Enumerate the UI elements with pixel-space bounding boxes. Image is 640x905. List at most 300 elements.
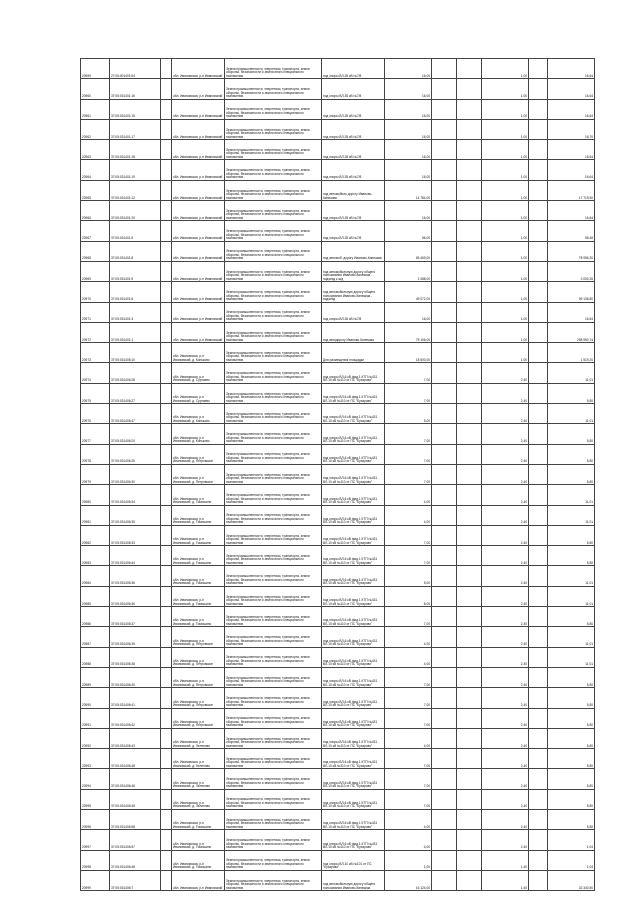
rate-cell: 1,00 — [482, 322, 529, 342]
empty-cell — [161, 769, 172, 789]
land-category-cell: Земли промышленности, энергетики, транспорта, земли обороны, безопасности и земли иного специального назначения — [225, 302, 322, 322]
address-cell: обл. Ивановская, р-н Ивановский, д. Зеленово — [172, 769, 225, 789]
amount-cell: 5,80 — [548, 383, 595, 403]
address-cell: обл. Ивановская, р-н Ивановский — [172, 59, 225, 79]
amount-cell: 11,01 — [548, 627, 595, 647]
address-cell: обл. Ивановская, р-н Ивановский, д. Тимошино — [172, 809, 225, 829]
area-cell: 7,00 — [385, 464, 432, 484]
empty-cell — [161, 870, 172, 890]
cadastral-number-cell: 37:05:031406:41 — [110, 688, 161, 708]
empty-cell — [432, 708, 457, 728]
land-category-cell: Земли промышленности, энергетики, транспорта, земли обороны, безопасности и земли иного специального назначения — [225, 546, 322, 566]
area-cell: 4,00 — [385, 627, 432, 647]
address-cell: обл. Ивановская, р-н Ивановский — [172, 221, 225, 241]
land-category-cell: Земли промышленности, энергетики, транспорта, земли обороны, безопасности и земли иного специального назначения — [225, 607, 322, 627]
empty-cell — [432, 728, 457, 748]
table-row — [81, 464, 595, 484]
empty-cell — [432, 79, 457, 99]
area-cell: 1,00 — [385, 850, 432, 870]
cadastral-number-cell: 37:05:031406:34 — [110, 485, 161, 505]
rate-cell: 1,00 — [482, 221, 529, 241]
area-cell: 16,00 — [385, 160, 432, 180]
row-number-cell: 20971 — [81, 302, 110, 322]
amount-cell: 11,01 — [548, 586, 595, 606]
land-category-cell: Земли промышленности, энергетики, транспорта, земли обороны, безопасности и земли иного специального назначения — [225, 424, 322, 444]
area-cell: 7,00 — [385, 444, 432, 464]
empty-cell — [529, 241, 548, 261]
area-cell: 4,00 — [385, 505, 432, 525]
amount-cell: 16,64 — [548, 79, 595, 99]
table-row — [81, 241, 595, 261]
permitted-use-cell: под опоры ВЛ-35 кВ №7/8 — [322, 99, 385, 119]
empty-cell — [529, 749, 548, 769]
area-cell: 18 500,00 — [385, 343, 432, 363]
address-cell: обл. Ивановская, р-н Ивановский — [172, 282, 225, 302]
empty-cell — [457, 850, 482, 870]
empty-cell — [457, 688, 482, 708]
permitted-use-cell: под опоры ВЛ-6 кВ фид.1 КТП №431 ВЛ-10 кВ №110 от ПС "Бухарово" — [322, 404, 385, 424]
empty-cell — [457, 607, 482, 627]
empty-cell — [457, 708, 482, 728]
land-category-cell: Земли промышленности, энергетики, транспорта, земли обороны, безопасности и земли иного специального назначения — [225, 708, 322, 728]
empty-cell — [529, 525, 548, 545]
address-cell: обл. Ивановская, р-н Ивановский — [172, 241, 225, 261]
empty-cell — [529, 505, 548, 525]
land-category-cell: Земли промышленности, энергетики, транспорта, земли обороны, безопасности и земли иного специального назначения — [225, 728, 322, 748]
land-category-cell: Земли промышленности, энергетики, транспорта, земли обороны, безопасности и земли иного специального назначения — [225, 586, 322, 606]
empty-cell — [457, 160, 482, 180]
empty-cell — [432, 830, 457, 850]
empty-cell — [529, 282, 548, 302]
empty-cell — [161, 343, 172, 363]
address-cell: обл. Ивановская, р-н Ивановский — [172, 870, 225, 890]
row-number-cell: 20961 — [81, 99, 110, 119]
permitted-use-cell: под опоры ВЛ-6 кВ фид.1 КТП №431 ВЛ-10 кВ №110 от ПС "Бухарово" — [322, 424, 385, 444]
rate-cell: 1,00 — [482, 140, 529, 160]
empty-cell — [529, 160, 548, 180]
cadastral-number-cell: 37:05:031401:15 — [110, 99, 161, 119]
empty-cell — [432, 363, 457, 383]
empty-cell — [161, 180, 172, 200]
empty-cell — [432, 261, 457, 281]
empty-cell — [432, 282, 457, 302]
area-cell: 7,00 — [385, 424, 432, 444]
rate-cell: 2,40 — [482, 830, 529, 850]
permitted-use-cell: под опоры ВЛ-6 кВ фид.1 КТП №431 ВЛ-10 кВ №110 от ПС "Бухарово" — [322, 485, 385, 505]
land-category-cell: Земли промышленности, энергетики, транспорта, земли обороны, безопасности и земли иного специального назначения — [225, 404, 322, 424]
empty-cell — [457, 282, 482, 302]
empty-cell — [432, 404, 457, 424]
empty-cell — [529, 607, 548, 627]
empty-cell — [161, 789, 172, 809]
amount-cell: 16,64 — [548, 302, 595, 322]
empty-cell — [161, 485, 172, 505]
rate-cell: 1,00 — [482, 241, 529, 261]
rate-cell: 1,00 — [482, 119, 529, 139]
row-number-cell: 20976 — [81, 404, 110, 424]
empty-cell — [529, 322, 548, 342]
rate-cell: 1,00 — [482, 261, 529, 281]
permitted-use-cell: под опоры ВЛ-6 кВ фид.1 КТП №431 ВЛ-10 кВ №110 от ПС "Бухарово" — [322, 464, 385, 484]
cadastral-number-cell: 37:05:031406:42 — [110, 708, 161, 728]
area-cell: 7,00 — [385, 383, 432, 403]
row-number-cell: 20989 — [81, 667, 110, 687]
land-category-cell: Земли промышленности, энергетики, транспорта, земли обороны, безопасности и земли иного специального назначения — [225, 343, 322, 363]
table-row — [81, 525, 595, 545]
empty-cell — [529, 850, 548, 870]
row-number-cell: 20977 — [81, 424, 110, 444]
permitted-use-cell: под опоры ВЛ-6 кВ фид.1 КТП №431 ВЛ-10 кВ №110 от ПС "Бухарово" — [322, 525, 385, 545]
empty-cell — [457, 383, 482, 403]
cadastral-number-cell: 37:05:031401:19 — [110, 160, 161, 180]
rate-cell: 2,40 — [482, 444, 529, 464]
empty-cell — [161, 99, 172, 119]
empty-cell — [432, 525, 457, 545]
empty-cell — [432, 140, 457, 160]
empty-cell — [161, 241, 172, 261]
address-cell: обл. Ивановская, р-н Ивановский — [172, 160, 225, 180]
table-row — [81, 261, 595, 281]
address-cell: обл. Ивановская, р-н Ивановский, д. Тимошино — [172, 525, 225, 545]
empty-cell — [457, 830, 482, 850]
address-cell: обл. Ивановская, р-н Ивановский, д. Зеленово — [172, 789, 225, 809]
land-category-cell: Земли промышленности, энергетики, транспорта, земли обороны, безопасности и земли иного специального назначения — [225, 749, 322, 769]
row-number-cell: 20967 — [81, 221, 110, 241]
table-row — [81, 59, 595, 79]
area-cell: 7,00 — [385, 525, 432, 545]
row-number-cell: 20969 — [81, 261, 110, 281]
empty-cell — [529, 809, 548, 829]
cadastral-number-cell: 37:05:031401:18 — [110, 140, 161, 160]
row-number-cell: 20997 — [81, 830, 110, 850]
cadastral-number-cell: 37:05:031406:40 — [110, 667, 161, 687]
empty-cell — [161, 119, 172, 139]
address-cell: обл. Ивановская, р-н Ивановский, д. Зеленово — [172, 728, 225, 748]
empty-cell — [457, 404, 482, 424]
permitted-use-cell: под опоры ВЛ-35 кВ №7/8 — [322, 79, 385, 99]
address-cell: обл. Ивановская, р-н Ивановский, д. Коньково — [172, 424, 225, 444]
empty-cell — [432, 201, 457, 221]
empty-cell — [161, 728, 172, 748]
address-cell: обл. Ивановская, р-н Ивановский — [172, 201, 225, 221]
area-cell: 7,00 — [385, 607, 432, 627]
rate-cell: 2,40 — [482, 383, 529, 403]
row-number-cell: 20978 — [81, 444, 110, 464]
cadastral-number-cell: 37:05:031401:1 — [110, 322, 161, 342]
table-row — [81, 424, 595, 444]
table-row — [81, 444, 595, 464]
permitted-use-cell: под опоры ВЛ-6 кВ фид.1 КТП №431 ВЛ-10 кВ №110 от ПС "Бухарово" — [322, 566, 385, 586]
permitted-use-cell: под автомоб. дорогу Иваново-Кинешма — [322, 241, 385, 261]
empty-cell — [457, 140, 482, 160]
land-category-cell: Земли промышленности, энергетики, транспорта, земли обороны, безопасности и земли иного специального назначения — [225, 809, 322, 829]
empty-cell — [432, 322, 457, 342]
permitted-use-cell: под опоры ВЛ-35 кВ №7/8 — [322, 119, 385, 139]
permitted-use-cell: под автомобильную дорогу общего пользования Иваново-Кинешма - подъезд — [322, 282, 385, 302]
row-number-cell: 20990 — [81, 688, 110, 708]
empty-cell — [432, 870, 457, 890]
land-category-cell: Земли промышленности, энергетики, транспорта, земли обороны, безопасности и земли иного специального назначения — [225, 201, 322, 221]
area-cell: 7,00 — [385, 688, 432, 708]
cadastral-number-cell: 37:05:031406:7 — [110, 870, 161, 890]
empty-cell — [529, 464, 548, 484]
empty-cell — [529, 424, 548, 444]
amount-cell: 5,80 — [548, 546, 595, 566]
area-cell: 8,00 — [385, 586, 432, 606]
rate-cell: 2,40 — [482, 688, 529, 708]
cadastral-number-cell: 37:05:031406:20 — [110, 424, 161, 444]
address-cell: обл. Ивановская, р-н Ивановский, д. Петровское — [172, 647, 225, 667]
land-category-cell: Земли промышленности, энергетики, транспорта, земли обороны, безопасности и земли иного специального назначения — [225, 505, 322, 525]
cadastral-number-cell: 37:05:031406:47 — [110, 404, 161, 424]
empty-cell — [432, 809, 457, 829]
rate-cell: 2,40 — [482, 566, 529, 586]
address-cell: обл. Ивановская, р-н Ивановский, д. Петровское — [172, 688, 225, 708]
empty-cell — [432, 850, 457, 870]
empty-cell — [161, 830, 172, 850]
empty-cell — [161, 525, 172, 545]
row-number-cell: 20985 — [81, 586, 110, 606]
area-cell: 16,00 — [385, 59, 432, 79]
cadastral-number-cell: 37:05:031406:58 — [110, 809, 161, 829]
rate-cell: 2,40 — [482, 647, 529, 667]
land-category-cell: Земли промышленности, энергетики, транспорта, земли обороны, безопасности и земли иного специального назначения — [225, 667, 322, 687]
empty-cell — [161, 140, 172, 160]
table-row — [81, 566, 595, 586]
row-number-cell: 20981 — [81, 505, 110, 525]
empty-cell — [529, 789, 548, 809]
address-cell: обл. Ивановская, р-н Ивановский, д. Петровское — [172, 464, 225, 484]
cadastral-number-cell: 37:05:031406:36 — [110, 566, 161, 586]
address-cell: обл. Ивановская, р-н Ивановский, д. Суртаево — [172, 363, 225, 383]
permitted-use-cell: под опоры ВЛ-6 кВ фид.1 КТП №431 ВЛ-10 кВ №110 от ПС "Бухарово" — [322, 627, 385, 647]
empty-cell — [432, 343, 457, 363]
land-category-cell: Земли промышленности, энергетики, транспорта, земли обороны, безопасности и земли иного специального назначения — [225, 485, 322, 505]
empty-cell — [161, 586, 172, 606]
area-cell: 4,00 — [385, 728, 432, 748]
empty-cell — [457, 119, 482, 139]
cadastral-number-cell: 27:05:001401:54 — [110, 59, 161, 79]
rate-cell: 2,40 — [482, 505, 529, 525]
land-category-cell: Земли промышленности, энергетики, транспорта, земли обороны, безопасности и земли иного специального назначения — [225, 444, 322, 464]
empty-cell — [432, 505, 457, 525]
permitted-use-cell: под автомобильную дорогу общего пользования Иваново-Кинешма — [322, 870, 385, 890]
empty-cell — [161, 850, 172, 870]
rate-cell: 1,00 — [482, 180, 529, 200]
area-cell: 14 784,00 — [385, 180, 432, 200]
rate-cell: 2,40 — [482, 728, 529, 748]
empty-cell — [529, 383, 548, 403]
address-cell: обл. Ивановская, р-н Ивановский, д. Петровское — [172, 444, 225, 464]
permitted-use-cell: под опоры ВЛ-10 кВ №101 от ПС "Бухарово" — [322, 850, 385, 870]
empty-cell — [432, 769, 457, 789]
amount-cell: 5,80 — [548, 525, 595, 545]
empty-cell — [529, 444, 548, 464]
empty-cell — [457, 221, 482, 241]
table-row — [81, 647, 595, 667]
empty-cell — [529, 647, 548, 667]
permitted-use-cell: под опоры ВЛ-35 кВ №7/8 — [322, 201, 385, 221]
empty-cell — [529, 140, 548, 160]
table-row — [81, 322, 595, 342]
cadastral-number-cell: 37:05:031401:16 — [110, 79, 161, 99]
table-row — [81, 140, 595, 160]
empty-cell — [432, 180, 457, 200]
empty-cell — [529, 667, 548, 687]
rate-cell: 1,00 — [482, 59, 529, 79]
table-row — [81, 404, 595, 424]
rate-cell: 2,40 — [482, 525, 529, 545]
empty-cell — [457, 505, 482, 525]
amount-cell: 5,80 — [548, 769, 595, 789]
table-row — [81, 688, 595, 708]
land-category-cell: Земли промышленности, энергетики, транспорта, земли обороны, безопасности и земли иного специального назначения — [225, 647, 322, 667]
amount-cell: 1,04 — [548, 830, 595, 850]
row-number-cell: 20993 — [81, 749, 110, 769]
area-cell: 7,00 — [385, 546, 432, 566]
empty-cell — [432, 667, 457, 687]
address-cell: обл. Ивановская, р-н Ивановский, д. Петровское — [172, 708, 225, 728]
empty-cell — [457, 99, 482, 119]
amount-cell: 258 950,74 — [548, 322, 595, 342]
empty-cell — [529, 728, 548, 748]
area-cell: 5,00 — [385, 404, 432, 424]
land-category-cell: Земли промышленности, энергетики, транспорта, земли обороны, безопасности и земли иного специального назначения — [225, 688, 322, 708]
cadastral-number-cell: 37:05:031406:48 — [110, 850, 161, 870]
empty-cell — [432, 241, 457, 261]
land-category-cell: Земли промышленности, энергетики, транспорта, земли обороны, безопасности и земли иного специального назначения — [225, 464, 322, 484]
row-number-cell: 20965 — [81, 180, 110, 200]
empty-cell — [457, 728, 482, 748]
permitted-use-cell: под опоры ВЛ-6 кВ фид.1 КТП №431 ВЛ-10 кВ №110 от ПС "Бухарово" — [322, 546, 385, 566]
permitted-use-cell: под опоры ВЛ-6 кВ фид.1 КТП №431 ВЛ-10 кВ №110 от ПС "Бухарово" — [322, 607, 385, 627]
empty-cell — [457, 870, 482, 890]
empty-cell — [457, 627, 482, 647]
cadastral-number-cell: 37:05:031401:3 — [110, 302, 161, 322]
empty-cell — [529, 769, 548, 789]
amount-cell: 5,80 — [548, 809, 595, 829]
table-row — [81, 343, 595, 363]
table-row — [81, 627, 595, 647]
cadastral-number-cell: 37:05:031401:17 — [110, 119, 161, 139]
rate-cell: 2,40 — [482, 485, 529, 505]
empty-cell — [529, 59, 548, 79]
amount-cell: 11,01 — [548, 505, 595, 525]
address-cell: обл. Ивановская, р-н Ивановский, д. Тимошино — [172, 505, 225, 525]
row-number-cell: 20995 — [81, 789, 110, 809]
land-category-cell: Земли промышленности, энергетики, транспорта, земли обороны, безопасности и земли иного специального назначения — [225, 850, 322, 870]
address-cell: обл. Ивановская, р-н Ивановский — [172, 79, 225, 99]
table-row — [81, 607, 595, 627]
empty-cell — [457, 586, 482, 606]
empty-cell — [432, 485, 457, 505]
empty-cell — [432, 444, 457, 464]
amount-cell: 32 340,50 — [548, 870, 595, 890]
empty-cell — [457, 363, 482, 383]
area-cell: 16,00 — [385, 99, 432, 119]
empty-cell — [457, 201, 482, 221]
land-category-cell: Земли промышленности, энергетики, транспорта, земли обороны, безопасности и земли иного специального назначения — [225, 383, 322, 403]
amount-cell: 58,48 — [548, 221, 595, 241]
amount-cell: 3 000,26 — [548, 261, 595, 281]
empty-cell — [161, 464, 172, 484]
empty-cell — [529, 261, 548, 281]
empty-cell — [432, 566, 457, 586]
empty-cell — [457, 789, 482, 809]
table-row — [81, 769, 595, 789]
row-number-cell: 20968 — [81, 241, 110, 261]
address-cell: обл. Ивановская, р-н Ивановский, д. Коньково — [172, 343, 225, 363]
empty-cell — [529, 99, 548, 119]
rate-cell: 2,40 — [482, 363, 529, 383]
cadastral-number-cell: 37:05:031401:8 — [110, 241, 161, 261]
row-number-cell: 20988 — [81, 647, 110, 667]
empty-cell — [432, 221, 457, 241]
land-category-cell: Земли промышленности, энергетики, транспорта, земли обороны, безопасности и земли иного специального назначения — [225, 140, 322, 160]
permitted-use-cell: под автомобильную дорогу общего пользования Иваново-Кинешма - подъезд к ж/д — [322, 261, 385, 281]
empty-cell — [161, 383, 172, 403]
permitted-use-cell: под опоры ВЛ-6 кВ фид.1 КТП №431 ВЛ-10 кВ №110 от ПС "Бухарово" — [322, 708, 385, 728]
row-number-cell: 20992 — [81, 728, 110, 748]
amount-cell: 11,01 — [548, 404, 595, 424]
area-cell: 7,00 — [385, 789, 432, 809]
amount-cell: 16,64 — [548, 201, 595, 221]
rate-cell: 1,00 — [482, 343, 529, 363]
land-category-cell: Земли промышленности, энергетики, транспорта, земли обороны, безопасности и земли иного специального назначения — [225, 322, 322, 342]
rate-cell: 2,40 — [482, 708, 529, 728]
rate-cell: 1,00 — [482, 282, 529, 302]
empty-cell — [529, 627, 548, 647]
land-category-cell: Земли промышленности, энергетики, транспорта, земли обороны, безопасности и земли иного специального назначения — [225, 566, 322, 586]
empty-cell — [432, 302, 457, 322]
empty-cell — [529, 870, 548, 890]
area-cell: 4,00 — [385, 485, 432, 505]
row-number-cell: 20999 — [81, 870, 110, 890]
empty-cell — [161, 404, 172, 424]
empty-cell — [529, 688, 548, 708]
empty-cell — [457, 525, 482, 545]
empty-cell — [529, 586, 548, 606]
area-cell: 16,00 — [385, 119, 432, 139]
empty-cell — [161, 201, 172, 221]
cadastral-number-cell: 37:05:031401:6 — [110, 282, 161, 302]
cadastral-number-cell: 37:05:031406:44 — [110, 546, 161, 566]
land-category-cell: Земли промышленности, энергетики, транспорта, земли обороны, безопасности и земли иного специального назначения — [225, 241, 322, 261]
address-cell: обл. Ивановская, р-н Ивановский — [172, 322, 225, 342]
amount-cell: 5,80 — [548, 789, 595, 809]
empty-cell — [457, 749, 482, 769]
empty-cell — [161, 79, 172, 99]
cadastral-number-cell: 37:05:031406:25 — [110, 444, 161, 464]
cadastral-number-cell: 37:05:031406:36 — [110, 586, 161, 606]
cadastral-number-cell: 37:05:031401:5 — [110, 221, 161, 241]
permitted-use-cell: под опоры ВЛ-6 кВ фид.1 КТП №431 ВЛ-10 кВ №110 от ПС "Бухарово" — [322, 749, 385, 769]
empty-cell — [432, 424, 457, 444]
empty-cell — [161, 221, 172, 241]
land-category-cell: Земли промышленности, энергетики, транспорта, земли обороны, безопасности и земли иного специального назначения — [225, 79, 322, 99]
empty-cell — [457, 647, 482, 667]
area-cell: 7,00 — [385, 667, 432, 687]
row-number-cell: 20982 — [81, 525, 110, 545]
row-number-cell: 20979 — [81, 464, 110, 484]
amount-cell: 5,80 — [548, 424, 595, 444]
land-category-cell: Земли промышленности, энергетики, транспорта, земли обороны, безопасности и земли иного специального назначения — [225, 789, 322, 809]
empty-cell — [457, 667, 482, 687]
empty-cell — [529, 566, 548, 586]
empty-cell — [432, 119, 457, 139]
row-number-cell: 20980 — [81, 485, 110, 505]
table-row — [81, 667, 595, 687]
